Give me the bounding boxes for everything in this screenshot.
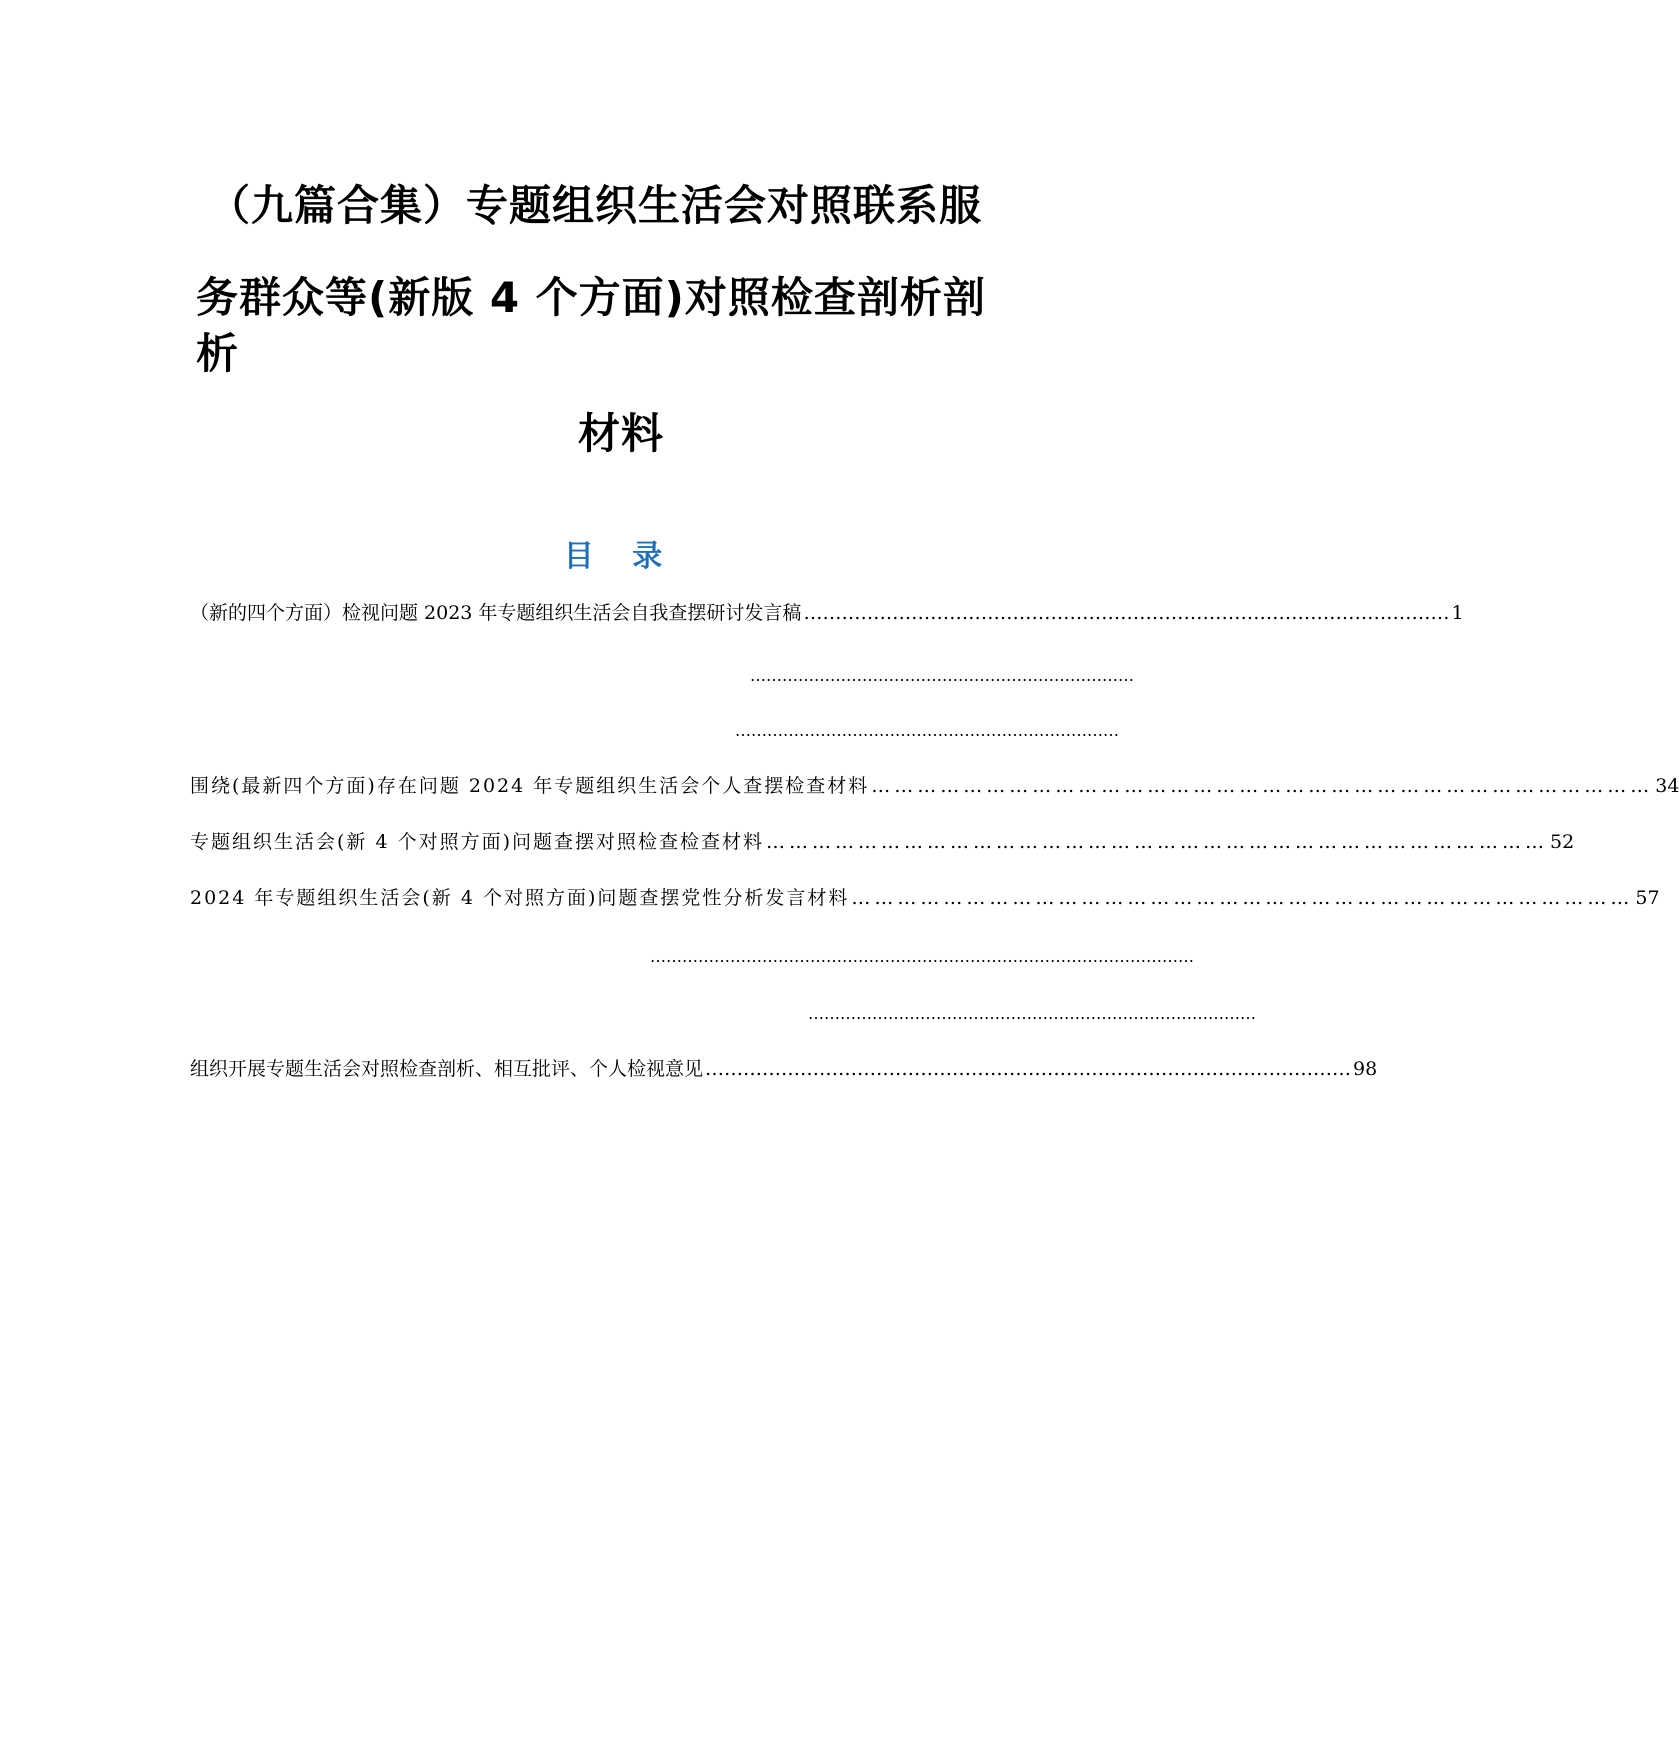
toc-entry-page-number: 98 <box>1353 1058 1378 1080</box>
toc-entry-page-number: 1 <box>1451 602 1464 624</box>
toc-entry-page-number: 52 <box>1550 831 1575 853</box>
toc-entry-title: 专题组织生活会(新 4 个对照方面)问题查摆对照检查检查材料 <box>190 831 764 853</box>
toc-heading: 目 录 <box>563 539 677 574</box>
toc-entry-title: （新的四个方面）检视问题 2023 年专题组织生活会自我查摆研讨发言稿 <box>190 602 802 624</box>
toc-entry-leader: ………………………………………………………………………………………… <box>766 831 1548 853</box>
toc-entry-leader: ………………………………………………………………………………………… <box>705 1058 1352 1080</box>
toc-entry[interactable] <box>190 1054 1378 1084</box>
toc-entry[interactable] <box>190 598 1464 628</box>
toc-dotted-line: ……………………………………………………………… <box>735 721 1119 740</box>
toc-entry[interactable] <box>190 771 1679 801</box>
document-title-line-3: 析 <box>196 329 240 378</box>
document-title-line-4: 材料 <box>578 409 665 458</box>
document-title-line-1: （九篇合集）专题组织生活会对照联系服 <box>208 181 983 230</box>
toc-entry-leader: ………………………………………………………………………………………… <box>871 775 1654 797</box>
toc-entry-leader: ………………………………………………………………………………………… <box>851 887 1634 909</box>
toc-entry-page-number: 57 <box>1635 887 1660 909</box>
toc-entry-page-number: 34 <box>1655 775 1679 797</box>
toc-entry-title: 围绕(最新四个方面)存在问题 2024 年专题组织生活会个人查摆检查材料 <box>190 775 870 797</box>
toc-entry-title: 2024 年专题组织生活会(新 4 个对照方面)问题查摆党性分析发言材料 <box>190 887 850 909</box>
toc-entry-title: 组织开展专题生活会对照检查剖析、相互批评、个人检视意见 <box>190 1058 704 1080</box>
toc-entry[interactable] <box>190 827 1575 857</box>
document-title-line-2: 务群众等(新版 4 个方面)对照检查剖析剖 <box>196 273 986 322</box>
toc-entry[interactable] <box>190 883 1660 913</box>
toc-dotted-line: ………………………………………………………………………… <box>808 1004 1256 1023</box>
toc-dotted-line: ………………………………………………………………………………………… <box>650 947 1194 966</box>
toc-entry-leader: ………………………………………………………………………………………… <box>803 602 1450 624</box>
toc-dotted-line: ……………………………………………………………… <box>750 666 1134 685</box>
